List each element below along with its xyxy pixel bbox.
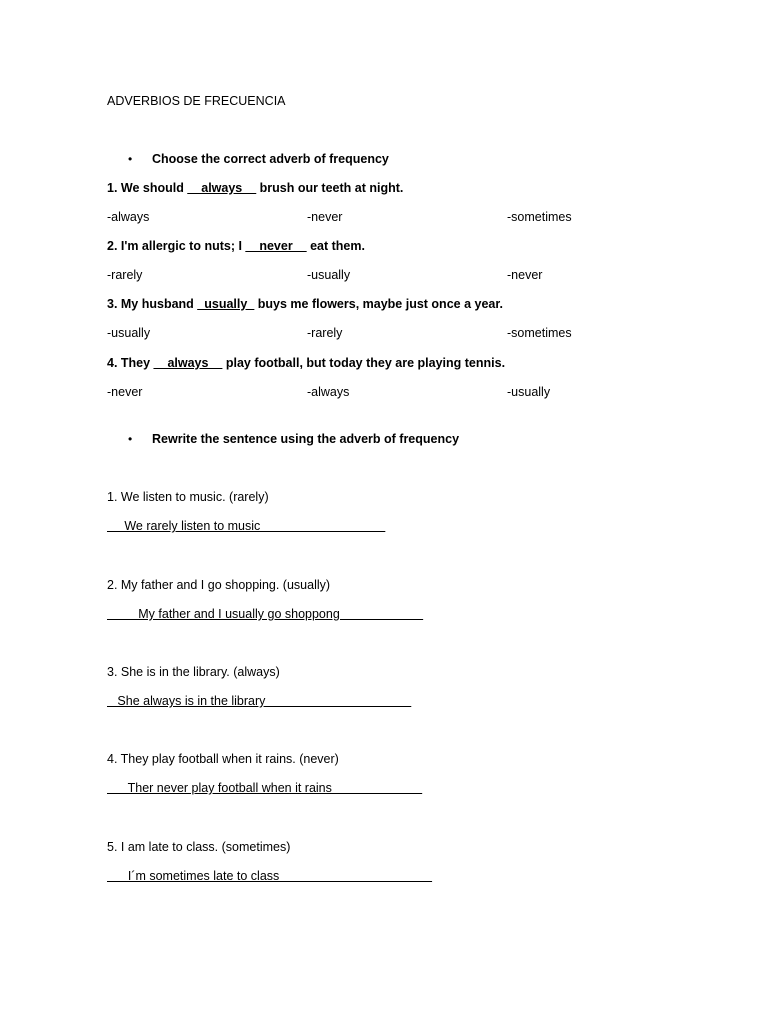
question-1-after: brush our teeth at night. [256, 181, 404, 195]
rewrite-4-prompt: 4. They play football when it rains. (never) [107, 752, 339, 766]
question-4-option-1: -never [107, 385, 143, 399]
question-2-option-2: -usually [307, 268, 351, 282]
page-title: ADVERBIOS DE FRECUENCIA [107, 94, 286, 108]
question-3-option-2: -rarely [307, 326, 343, 340]
rewrite-5-answer: I´m sometimes late to class [107, 869, 433, 883]
question-2-answer: __never__ [245, 239, 307, 253]
question-3-option-1: -usually [107, 326, 151, 340]
question-4-option-2: -always [307, 385, 350, 399]
question-2 [107, 238, 365, 254]
question-2-after: eat them. [306, 239, 365, 253]
question-4-before: 4. They [107, 356, 154, 370]
question-4-option-3: -usually [507, 385, 551, 399]
question-2-option-3: -never [507, 268, 543, 282]
section2-instruction: Rewrite the sentence using the adverb of frequency [152, 432, 460, 446]
question-4-after: play football, but today they are playing tennis. [222, 356, 506, 370]
question-1-option-3: -sometimes [507, 210, 572, 224]
question-3-option-3: -sometimes [507, 326, 572, 340]
question-3-before: 3. My husband [107, 297, 198, 311]
question-1-before: 1. We should [107, 181, 188, 195]
rewrite-3-prompt: 3. She is in the library. (always) [107, 665, 280, 679]
bullet-icon: • [128, 152, 133, 166]
rewrite-4-answer: Ther never play football when it rains [107, 781, 423, 795]
question-2-option-1: -rarely [107, 268, 143, 282]
question-4 [107, 355, 505, 371]
rewrite-1-answer: We rarely listen to music [107, 519, 386, 533]
rewrite-2-prompt: 2. My father and I go shopping. (usually) [107, 578, 331, 592]
question-4-answer: __always__ [153, 356, 223, 370]
question-1 [107, 180, 403, 196]
question-3-after: buys me flowers, maybe just once a year. [254, 297, 503, 311]
question-1-option-2: -never [307, 210, 343, 224]
question-2-before: 2. I'm allergic to nuts; I [107, 239, 246, 253]
question-3 [107, 296, 503, 312]
rewrite-5-prompt: 5. I am late to class. (sometimes) [107, 840, 291, 854]
rewrite-2-answer: My father and I usually go shoppong [107, 607, 424, 621]
question-1-answer: __always__ [187, 181, 257, 195]
question-3-answer: _usually_ [197, 297, 255, 311]
section1-instruction: Choose the correct adverb of frequency [152, 152, 389, 166]
bullet-icon: • [128, 432, 133, 446]
rewrite-1-prompt: 1. We listen to music. (rarely) [107, 490, 269, 504]
question-1-option-1: -always [107, 210, 150, 224]
rewrite-3-answer: She always is in the library [107, 694, 412, 708]
